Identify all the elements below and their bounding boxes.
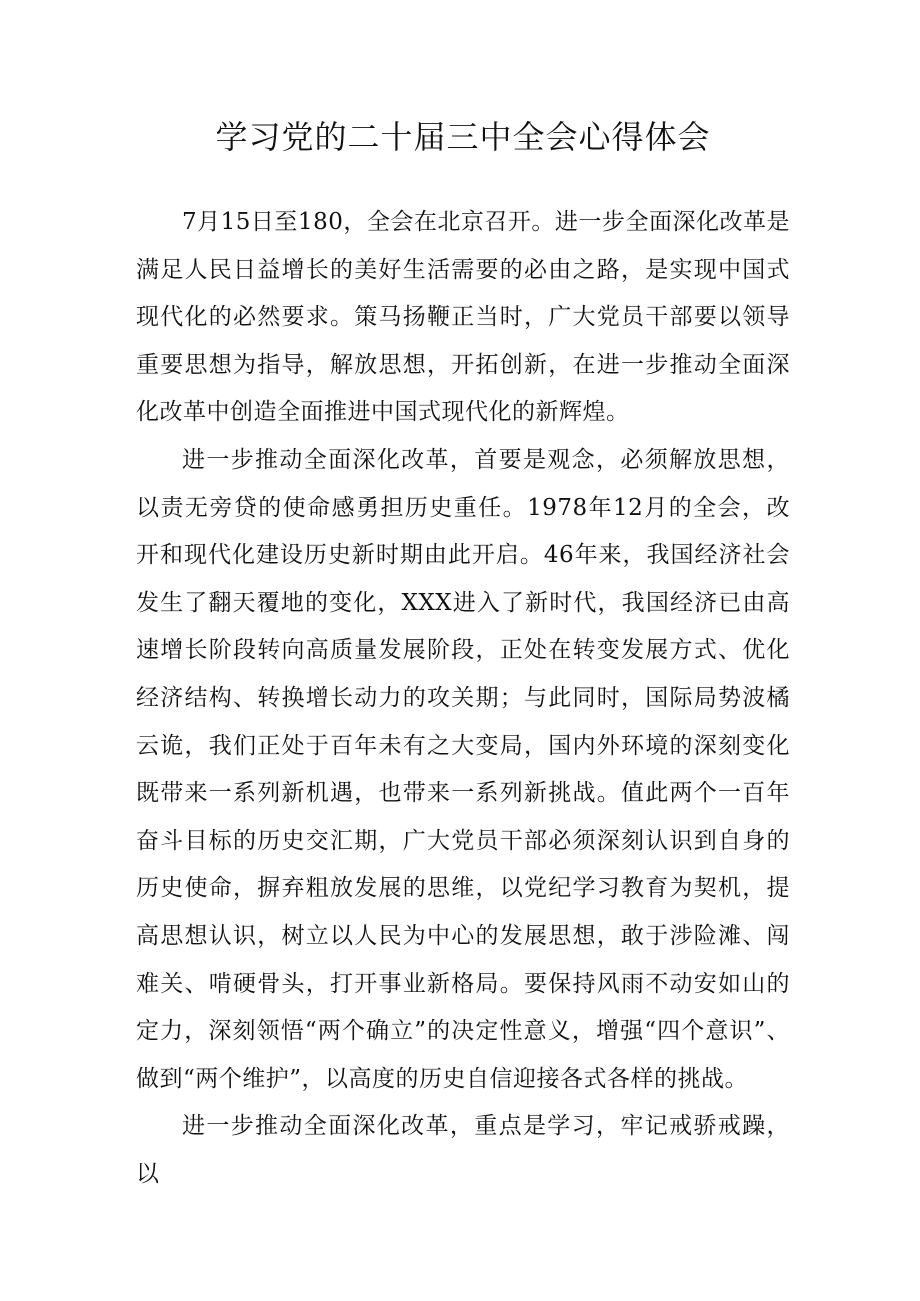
document-body	[136, 199, 790, 1198]
paragraph-3: 进一步推动全面深化改革，重点是学习，牢记戒骄戒躁，以	[136, 1113, 790, 1187]
paragraph-2: 进一步推动全面深化改革，首要是观念，必须解放思想，以责无旁贷的使命感勇担历史重任。1978年12月的全会，改开和现代化建设历史新时期由此开启。46年来，我国经济社会发生了翻天覆地的变化，XXX进入了新时代，我国经济已由高速增长阶段转向高质量发展阶段，正处在转变发展方式、优化经济结构、转换增长动力的攻关期；与此同时，国际局势波橘云诡，我们正处于百年未有之大变局，国内外环境的深刻变化既带来一系列新机遇，也带来一系列新挑战。值此两个一百年奋斗目标的历史交汇期，广大党员干部必须深刻认识到自身的历史使命，摒弃粗放发展的思维，以党纪学习教育为契机，提高思想认识，树立以人民为中心的发展思想，敢于涉险滩、闯难关、啃硬骨头，打开事业新格局。要保持风雨不动安如山的定力，深刻领悟“两个确立”的决定性意义，增强“四个意识”、做到“两个维护”，以高度的历史自信迎接各式各样的挑战。	[136, 446, 790, 1092]
document-title: 学习党的二十届三中全会心得体会	[215, 118, 711, 156]
paragraph-1: 7月15日至180，全会在北京召开。进一步全面深化改革是满足人民日益增长的美好生活需要的必由之路，是实现中国式现代化的必然要求。策马扬鞭正当时，广大党员干部要以领导重要思想为指导，解放思想，开拓创新，在进一步推动全面深化改革中创造全面推进中国式现代化的新辉煌。	[136, 209, 790, 426]
